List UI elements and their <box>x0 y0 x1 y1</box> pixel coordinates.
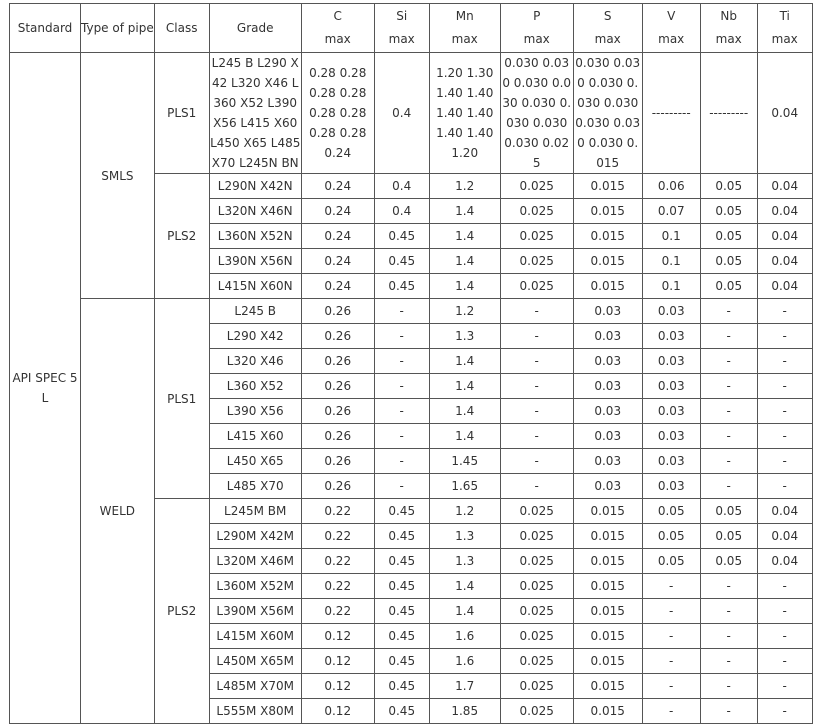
v-cell: - <box>642 649 700 674</box>
si-cell: 0.45 <box>374 649 429 674</box>
p-cell: - <box>500 349 573 374</box>
header-s: S max <box>573 4 642 53</box>
si-cell: - <box>374 424 429 449</box>
v-cell: 0.07 <box>642 199 700 224</box>
si-cell: 0.45 <box>374 699 429 724</box>
grade-cell: L485M X70M <box>209 674 301 699</box>
nb-cell: 0.05 <box>700 549 757 574</box>
pipe-type-smls: SMLS <box>81 53 155 299</box>
s-cell: 0.03 <box>573 324 642 349</box>
header-c: C max <box>301 4 374 53</box>
ti-cell: 0.04 <box>757 249 812 274</box>
nb-cell: - <box>700 624 757 649</box>
mn-cell: 1.45 <box>429 449 500 474</box>
nb-cell: 0.05 <box>700 174 757 199</box>
nb-cell: - <box>700 399 757 424</box>
v-cell: 0.03 <box>642 374 700 399</box>
c-cell: 0.26 <box>301 449 374 474</box>
si-cell: 0.45 <box>374 274 429 299</box>
grade-cell: L320N X46N <box>209 199 301 224</box>
si-cell: 0.45 <box>374 599 429 624</box>
mn-cell: 1.4 <box>429 399 500 424</box>
v-cell: - <box>642 699 700 724</box>
grade-cell: L320 X46 <box>209 349 301 374</box>
nb-cell: - <box>700 299 757 324</box>
pipe-type-weld: WELD <box>81 299 155 724</box>
nb-cell: - <box>700 374 757 399</box>
ti-cell: - <box>757 324 812 349</box>
s-cell: 0.03 <box>573 374 642 399</box>
nb-cell: - <box>700 449 757 474</box>
ti-cell: - <box>757 449 812 474</box>
nb-cell: - <box>700 474 757 499</box>
s-cell: 0.03 <box>573 349 642 374</box>
nb-cell: - <box>700 674 757 699</box>
header-v: V max <box>642 4 700 53</box>
header-row <box>10 4 813 53</box>
mn-cell: 1.6 <box>429 649 500 674</box>
s-cell: 0.015 <box>573 599 642 624</box>
nb-cell: - <box>700 574 757 599</box>
c-cell: 0.24 <box>301 249 374 274</box>
s-cell: 0.015 <box>573 249 642 274</box>
s-cell: 0.015 <box>573 199 642 224</box>
grade-cell: L360N X52N <box>209 224 301 249</box>
v-cell: 0.05 <box>642 524 700 549</box>
si-cell: - <box>374 399 429 424</box>
c-cell: 0.26 <box>301 299 374 324</box>
p-cell: 0.025 <box>500 249 573 274</box>
v-cell: 0.06 <box>642 174 700 199</box>
v-cell: 0.03 <box>642 324 700 349</box>
nb-cell: 0.05 <box>700 249 757 274</box>
ti-cell: - <box>757 624 812 649</box>
header-type-of-pipe: Type of pipe <box>81 4 155 53</box>
nb-cell: --------- <box>700 53 757 174</box>
p-cell: 0.030 0.030 0.030 0.030 0.030 0.030 0.030 0.030 0.025 <box>500 53 573 174</box>
si-cell: - <box>374 349 429 374</box>
grade-cell: L450M X65M <box>209 649 301 674</box>
p-cell: 0.025 <box>500 649 573 674</box>
c-cell: 0.26 <box>301 424 374 449</box>
v-cell: 0.05 <box>642 499 700 524</box>
si-cell: 0.4 <box>374 53 429 174</box>
v-cell: 0.1 <box>642 224 700 249</box>
ti-cell: - <box>757 374 812 399</box>
mn-cell: 1.4 <box>429 199 500 224</box>
s-cell: 0.015 <box>573 524 642 549</box>
c-cell: 0.28 0.28 0.28 0.28 0.28 0.28 0.28 0.28 0.24 <box>301 53 374 174</box>
nb-cell: - <box>700 599 757 624</box>
s-cell: 0.015 <box>573 174 642 199</box>
mn-cell: 1.4 <box>429 249 500 274</box>
mn-cell: 1.20 1.30 1.40 1.40 1.40 1.40 1.40 1.40 1.20 <box>429 53 500 174</box>
ti-cell: 0.04 <box>757 274 812 299</box>
v-cell: 0.03 <box>642 449 700 474</box>
v-cell: 0.03 <box>642 349 700 374</box>
grade-cell: L485 X70 <box>209 474 301 499</box>
grade-cell: L415M X60M <box>209 624 301 649</box>
ti-cell: - <box>757 399 812 424</box>
s-cell: 0.030 0.030 0.030 0.030 0.030 0.030 0.030 0.030 0.015 <box>573 53 642 174</box>
v-cell: 0.03 <box>642 424 700 449</box>
c-cell: 0.22 <box>301 574 374 599</box>
ti-cell: 0.04 <box>757 524 812 549</box>
si-cell: - <box>374 474 429 499</box>
si-cell: 0.4 <box>374 199 429 224</box>
header-p: P max <box>500 4 573 53</box>
c-cell: 0.22 <box>301 549 374 574</box>
nb-cell: 0.05 <box>700 524 757 549</box>
s-cell: 0.015 <box>573 574 642 599</box>
s-cell: 0.015 <box>573 274 642 299</box>
ti-cell: 0.04 <box>757 199 812 224</box>
si-cell: 0.45 <box>374 224 429 249</box>
grade-cell: L415N X60N <box>209 274 301 299</box>
si-cell: 0.45 <box>374 249 429 274</box>
s-cell: 0.015 <box>573 699 642 724</box>
ti-cell: - <box>757 299 812 324</box>
s-cell: 0.03 <box>573 474 642 499</box>
header-grade: Grade <box>209 4 301 53</box>
grade-cell: L290M X42M <box>209 524 301 549</box>
s-cell: 0.015 <box>573 499 642 524</box>
s-cell: 0.03 <box>573 299 642 324</box>
s-cell: 0.03 <box>573 424 642 449</box>
nb-cell: 0.05 <box>700 224 757 249</box>
s-cell: 0.015 <box>573 224 642 249</box>
v-cell: - <box>642 674 700 699</box>
mn-cell: 1.3 <box>429 524 500 549</box>
c-cell: 0.12 <box>301 649 374 674</box>
header-standard: Standard <box>10 4 81 53</box>
header-si: Si max <box>374 4 429 53</box>
c-cell: 0.22 <box>301 499 374 524</box>
p-cell: 0.025 <box>500 499 573 524</box>
mn-cell: 1.2 <box>429 299 500 324</box>
p-cell: 0.025 <box>500 524 573 549</box>
v-cell: 0.1 <box>642 274 700 299</box>
c-cell: 0.24 <box>301 174 374 199</box>
p-cell: - <box>500 374 573 399</box>
grade-cell: L360 X52 <box>209 374 301 399</box>
class-weld-pls2: PLS2 <box>154 499 209 724</box>
ti-cell: 0.04 <box>757 53 812 174</box>
nb-cell: - <box>700 349 757 374</box>
c-cell: 0.26 <box>301 399 374 424</box>
c-cell: 0.12 <box>301 624 374 649</box>
p-cell: 0.025 <box>500 274 573 299</box>
mn-cell: 1.4 <box>429 224 500 249</box>
v-cell: 0.03 <box>642 399 700 424</box>
mn-cell: 1.4 <box>429 274 500 299</box>
grade-cell: L290 X42 <box>209 324 301 349</box>
p-cell: - <box>500 324 573 349</box>
ti-cell: 0.04 <box>757 174 812 199</box>
p-cell: 0.025 <box>500 174 573 199</box>
ti-cell: - <box>757 424 812 449</box>
mn-cell: 1.2 <box>429 499 500 524</box>
mn-cell: 1.85 <box>429 699 500 724</box>
s-cell: 0.015 <box>573 649 642 674</box>
grade-cell: L390N X56N <box>209 249 301 274</box>
grade-cell: L415 X60 <box>209 424 301 449</box>
mn-cell: 1.4 <box>429 424 500 449</box>
c-cell: 0.26 <box>301 324 374 349</box>
v-cell: - <box>642 574 700 599</box>
p-cell: - <box>500 299 573 324</box>
mn-cell: 1.65 <box>429 474 500 499</box>
grade-cell: L360M X52M <box>209 574 301 599</box>
grade-cell: L245 B <box>209 299 301 324</box>
grade-cell: L390M X56M <box>209 599 301 624</box>
header-class: Class <box>154 4 209 53</box>
ti-cell: - <box>757 349 812 374</box>
nb-cell: 0.05 <box>700 499 757 524</box>
s-cell: 0.03 <box>573 399 642 424</box>
class-smls-pls2: PLS2 <box>154 174 209 299</box>
table-row <box>10 299 813 324</box>
ti-cell: - <box>757 574 812 599</box>
p-cell: - <box>500 474 573 499</box>
si-cell: 0.45 <box>374 549 429 574</box>
v-cell: 0.1 <box>642 249 700 274</box>
nb-cell: - <box>700 324 757 349</box>
ti-cell: 0.04 <box>757 499 812 524</box>
table-row <box>10 53 813 174</box>
p-cell: 0.025 <box>500 699 573 724</box>
mn-cell: 1.6 <box>429 624 500 649</box>
si-cell: 0.4 <box>374 174 429 199</box>
si-cell: - <box>374 449 429 474</box>
header-mn: Mn max <box>429 4 500 53</box>
ti-cell: - <box>757 599 812 624</box>
si-cell: - <box>374 299 429 324</box>
si-cell: 0.45 <box>374 574 429 599</box>
p-cell: 0.025 <box>500 599 573 624</box>
si-cell: - <box>374 374 429 399</box>
header-ti: Ti max <box>757 4 812 53</box>
p-cell: 0.025 <box>500 549 573 574</box>
c-cell: 0.24 <box>301 199 374 224</box>
c-cell: 0.26 <box>301 349 374 374</box>
standard-cell: API SPEC 5 L <box>10 53 81 724</box>
mn-cell: 1.2 <box>429 174 500 199</box>
ti-cell: 0.04 <box>757 549 812 574</box>
c-cell: 0.26 <box>301 374 374 399</box>
header-nb: Nb max <box>700 4 757 53</box>
grade-cell: L245 B L290 X42 L320 X46 L360 X52 L390 X56 L415 X60 L450 X65 L485 X70 L245N BN <box>209 53 301 174</box>
v-cell: 0.03 <box>642 299 700 324</box>
c-cell: 0.22 <box>301 524 374 549</box>
ti-cell: - <box>757 649 812 674</box>
si-cell: 0.45 <box>374 524 429 549</box>
ti-cell: - <box>757 674 812 699</box>
nb-cell: - <box>700 424 757 449</box>
si-cell: - <box>374 324 429 349</box>
v-cell: - <box>642 624 700 649</box>
s-cell: 0.03 <box>573 449 642 474</box>
p-cell: 0.025 <box>500 674 573 699</box>
grade-cell: L245M BM <box>209 499 301 524</box>
class-weld-pls1: PLS1 <box>154 299 209 499</box>
ti-cell: 0.04 <box>757 224 812 249</box>
s-cell: 0.015 <box>573 549 642 574</box>
c-cell: 0.26 <box>301 474 374 499</box>
p-cell: 0.025 <box>500 574 573 599</box>
p-cell: - <box>500 399 573 424</box>
c-cell: 0.24 <box>301 224 374 249</box>
c-cell: 0.12 <box>301 674 374 699</box>
v-cell: 0.05 <box>642 549 700 574</box>
s-cell: 0.015 <box>573 674 642 699</box>
nb-cell: 0.05 <box>700 199 757 224</box>
si-cell: 0.45 <box>374 499 429 524</box>
p-cell: 0.025 <box>500 624 573 649</box>
p-cell: - <box>500 424 573 449</box>
ti-cell: - <box>757 699 812 724</box>
p-cell: 0.025 <box>500 199 573 224</box>
grade-cell: L290N X42N <box>209 174 301 199</box>
mn-cell: 1.3 <box>429 324 500 349</box>
nb-cell: - <box>700 649 757 674</box>
nb-cell: 0.05 <box>700 274 757 299</box>
mn-cell: 1.4 <box>429 374 500 399</box>
chemical-composition-table <box>9 3 813 724</box>
v-cell: 0.03 <box>642 474 700 499</box>
mn-cell: 1.4 <box>429 574 500 599</box>
grade-cell: L390 X56 <box>209 399 301 424</box>
nb-cell: - <box>700 699 757 724</box>
mn-cell: 1.4 <box>429 599 500 624</box>
c-cell: 0.12 <box>301 699 374 724</box>
grade-cell: L555M X80M <box>209 699 301 724</box>
v-cell: - <box>642 599 700 624</box>
s-cell: 0.015 <box>573 624 642 649</box>
si-cell: 0.45 <box>374 624 429 649</box>
mn-cell: 1.3 <box>429 549 500 574</box>
p-cell: - <box>500 449 573 474</box>
si-cell: 0.45 <box>374 674 429 699</box>
ti-cell: - <box>757 474 812 499</box>
v-cell: --------- <box>642 53 700 174</box>
mn-cell: 1.7 <box>429 674 500 699</box>
c-cell: 0.24 <box>301 274 374 299</box>
p-cell: 0.025 <box>500 224 573 249</box>
grade-cell: L450 X65 <box>209 449 301 474</box>
class-smls-pls1: PLS1 <box>154 53 209 174</box>
grade-cell: L320M X46M <box>209 549 301 574</box>
mn-cell: 1.4 <box>429 349 500 374</box>
c-cell: 0.22 <box>301 599 374 624</box>
